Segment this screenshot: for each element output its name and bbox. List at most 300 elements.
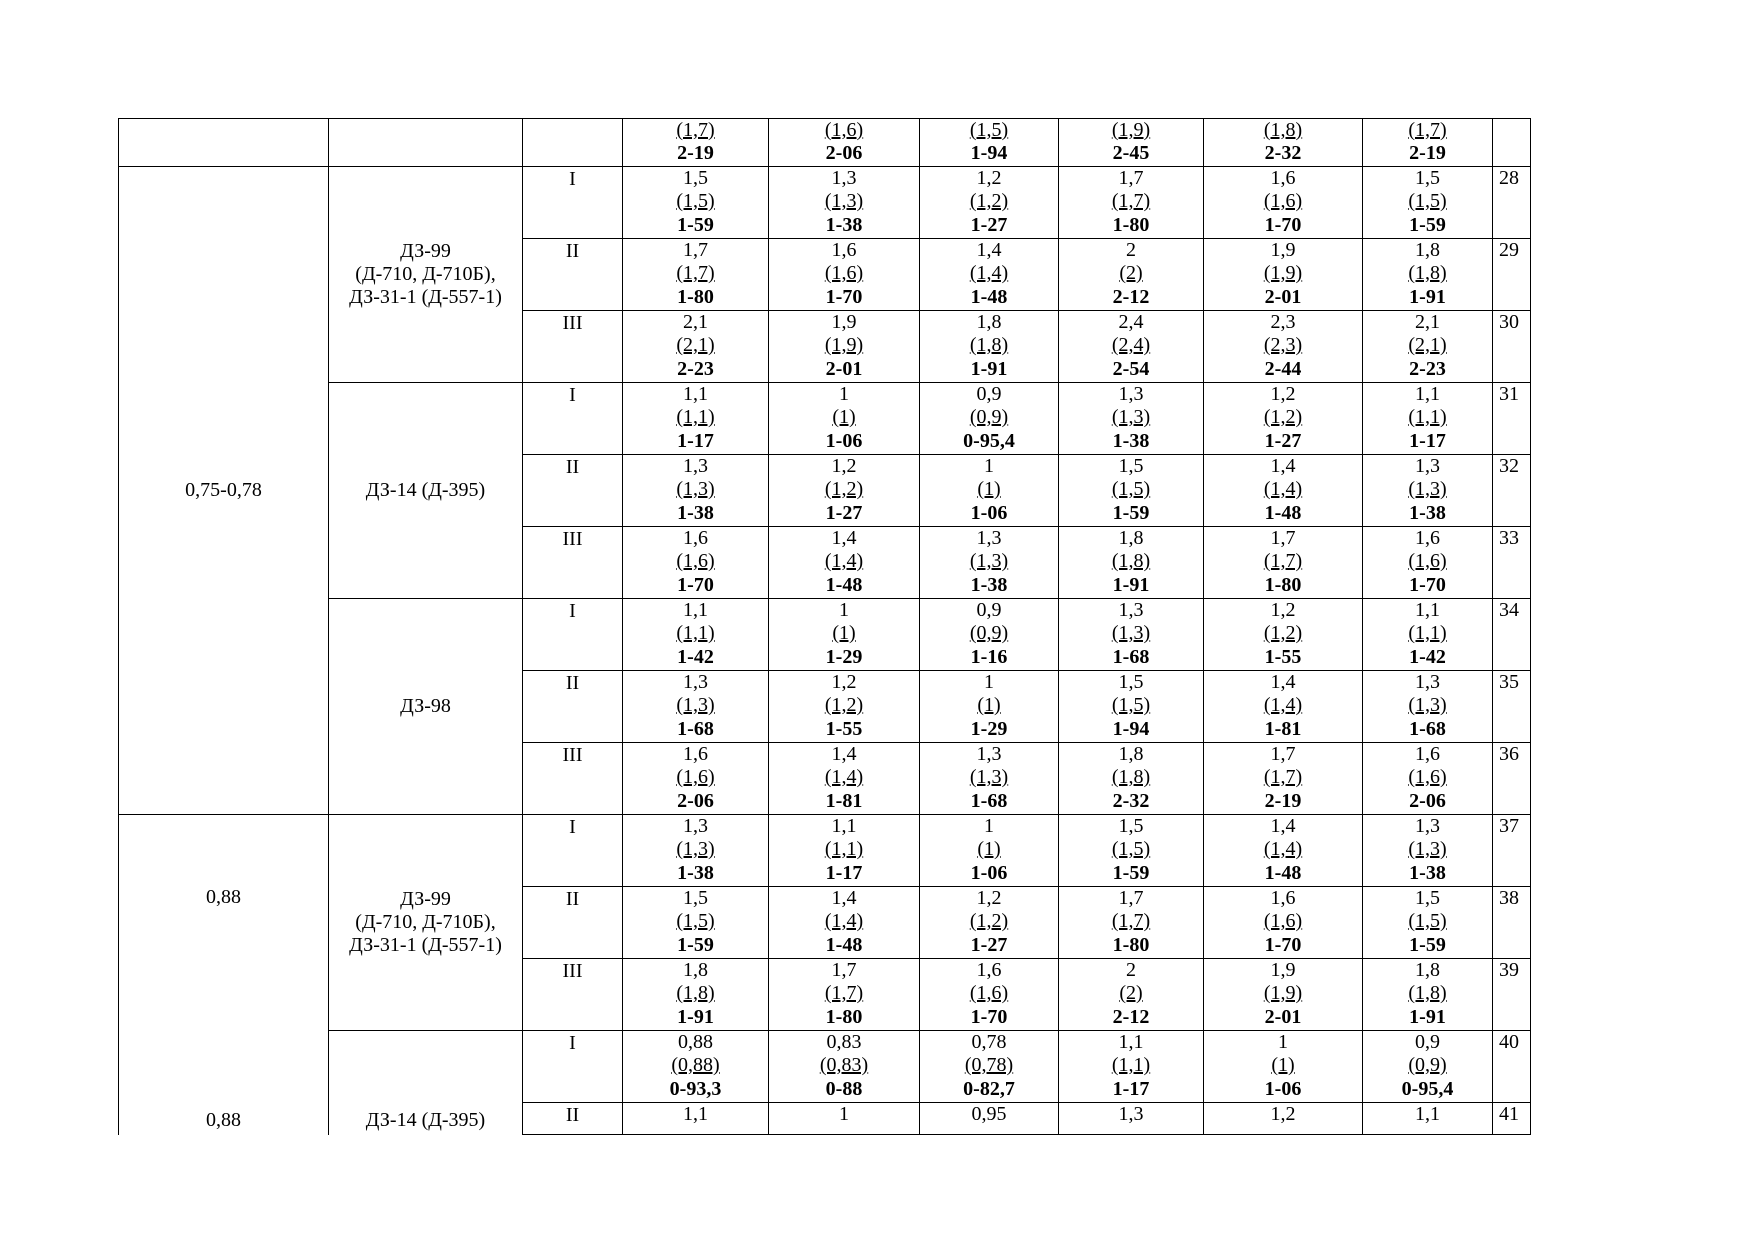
value-bracketed: (2,3) xyxy=(1263,334,1303,357)
value-price: 1-42 xyxy=(1409,645,1446,668)
value-price: 1-38 xyxy=(677,501,714,524)
value-price: 1-17 xyxy=(1409,429,1446,452)
value-price: 1-80 xyxy=(825,1005,863,1028)
value-price: 1-55 xyxy=(1264,645,1302,668)
value-bracketed: (1) xyxy=(977,694,1001,717)
value-cell xyxy=(1204,239,1363,311)
device-cell xyxy=(329,1031,523,1135)
value-main: 1,9 xyxy=(1270,959,1296,981)
value-cell xyxy=(623,887,769,959)
value-main: 1,2 xyxy=(831,455,857,477)
value-cell xyxy=(1363,527,1493,599)
value-bracketed: (0,88) xyxy=(671,1054,720,1077)
value-bracketed: (1,5) xyxy=(1408,190,1447,213)
value-cell xyxy=(1059,239,1204,311)
table-row xyxy=(119,1031,1531,1103)
value-main: 0,9 xyxy=(976,599,1002,621)
value-price: 1-48 xyxy=(1264,861,1302,884)
value-price: 1-16 xyxy=(970,645,1008,668)
value-cell xyxy=(1363,239,1493,311)
value-bracketed: (1,3) xyxy=(676,694,715,717)
value-cell xyxy=(1204,815,1363,887)
value-cell xyxy=(1204,383,1363,455)
value-bracketed: (2,1) xyxy=(676,334,715,357)
value-cell xyxy=(1059,959,1204,1031)
value-cell xyxy=(920,959,1059,1031)
value-bracketed: (1,8) xyxy=(1111,550,1151,573)
value-bracketed: (1,7) xyxy=(676,119,715,141)
table-row xyxy=(119,167,1531,239)
value-price: 1-17 xyxy=(1112,1077,1150,1100)
value-bracketed: (1,1) xyxy=(1408,406,1447,429)
value-cell xyxy=(1059,743,1204,815)
value-bracketed: (1) xyxy=(1271,1054,1295,1077)
value-main: 1,4 xyxy=(976,239,1002,261)
row-number: 31 xyxy=(1493,383,1531,455)
value-main: 1,6 xyxy=(976,959,1002,981)
value-main: 1,9 xyxy=(1270,239,1296,261)
value-cell xyxy=(769,167,920,239)
value-price: 1-70 xyxy=(970,1005,1008,1028)
value-price: 1-38 xyxy=(1409,861,1446,884)
value-cell xyxy=(1204,119,1363,167)
value-cell xyxy=(769,743,920,815)
value-bracketed: (1,4) xyxy=(824,550,864,573)
value-price: 2-45 xyxy=(1112,142,1150,165)
value-bracketed: (1,6) xyxy=(1263,190,1303,213)
value-bracketed: (1,9) xyxy=(824,334,864,357)
value-price: 1-80 xyxy=(677,285,714,308)
row-number: 37 xyxy=(1493,815,1531,887)
value-cell xyxy=(920,119,1059,167)
value-bracketed: (1,2) xyxy=(824,478,864,501)
value-price: 1-91 xyxy=(1112,573,1150,596)
density-label-repeat: 0,88 xyxy=(206,1109,241,1132)
value-cell xyxy=(920,311,1059,383)
row-number: 39 xyxy=(1493,959,1531,1031)
value-price: 2-06 xyxy=(1409,789,1446,812)
value-price: 1-70 xyxy=(825,285,863,308)
value-price: 1-68 xyxy=(1112,645,1150,668)
value-bracketed: (1,5) xyxy=(1111,478,1151,501)
value-cell xyxy=(1059,455,1204,527)
value-main: 1,5 xyxy=(1118,671,1144,693)
value-main: 1,8 xyxy=(1415,959,1440,981)
value-main: 1,1 xyxy=(683,1103,708,1125)
value-bracketed: (1,6) xyxy=(676,766,715,789)
value-main: 1,6 xyxy=(1415,527,1440,549)
row-number: 40 xyxy=(1493,1031,1531,1103)
value-main: 1,3 xyxy=(1118,1103,1144,1125)
value-cell xyxy=(920,239,1059,311)
value-cell xyxy=(920,1031,1059,1103)
value-cell xyxy=(1363,743,1493,815)
value-bracketed: (1) xyxy=(832,622,856,645)
value-cell xyxy=(623,455,769,527)
value-price: 0-82,7 xyxy=(963,1077,1015,1100)
value-main: 1,1 xyxy=(1118,1031,1144,1053)
value-bracketed: (2,1) xyxy=(1408,334,1447,357)
value-cell xyxy=(1204,743,1363,815)
value-bracketed: (1,8) xyxy=(969,334,1009,357)
value-main: 1,4 xyxy=(831,887,857,909)
value-bracketed: (0,83) xyxy=(819,1054,869,1077)
value-price: 1-94 xyxy=(1112,717,1150,740)
value-main: 1,7 xyxy=(1270,743,1296,765)
value-bracketed: (1,1) xyxy=(676,622,715,645)
value-bracketed: (1,1) xyxy=(1111,1054,1151,1077)
value-main: 1,3 xyxy=(1415,455,1440,477)
value-bracketed: (1,3) xyxy=(1111,622,1151,645)
value-cell xyxy=(1059,167,1204,239)
value-main: 0,83 xyxy=(826,1031,862,1053)
row-number: 28 xyxy=(1493,167,1531,239)
value-main: 2,1 xyxy=(1415,311,1440,333)
device-cell xyxy=(329,383,523,599)
value-cell xyxy=(769,311,920,383)
value-main: 1,5 xyxy=(1118,455,1144,477)
value-cell xyxy=(623,239,769,311)
value-bracketed: (1,5) xyxy=(676,910,715,933)
value-main: 1 xyxy=(984,671,994,693)
value-cell xyxy=(920,383,1059,455)
value-price: 1-55 xyxy=(825,717,863,740)
value-bracketed: (1,4) xyxy=(1263,694,1303,717)
value-main: 1,5 xyxy=(1415,167,1440,189)
value-bracketed: (1,2) xyxy=(969,190,1009,213)
value-main: 1,6 xyxy=(831,239,857,261)
value-price: 1-59 xyxy=(677,933,714,956)
value-main: 1,7 xyxy=(1118,167,1144,189)
value-bracketed: (1,1) xyxy=(824,838,864,861)
value-cell xyxy=(623,815,769,887)
value-main: 1,3 xyxy=(683,815,708,837)
row-number: 29 xyxy=(1493,239,1531,311)
value-price: 2-01 xyxy=(1264,1005,1302,1028)
value-main: 1,5 xyxy=(683,167,708,189)
value-cell xyxy=(920,455,1059,527)
value-price: 1-91 xyxy=(1409,1005,1446,1028)
value-main: 1,6 xyxy=(1270,167,1296,189)
value-price: 1-91 xyxy=(677,1005,714,1028)
value-bracketed: (1,4) xyxy=(1263,478,1303,501)
value-main: 1,3 xyxy=(1118,599,1144,621)
device-name-line: ДЗ-31-1 (Д-557-1) xyxy=(349,286,502,309)
value-bracketed: (1,8) xyxy=(1408,262,1447,285)
value-main: 1,8 xyxy=(1118,743,1144,765)
value-cell xyxy=(1363,167,1493,239)
value-cell xyxy=(1059,383,1204,455)
value-cell xyxy=(1059,311,1204,383)
density-cell xyxy=(119,815,329,1135)
value-bracketed: (1,2) xyxy=(824,694,864,717)
value-price: 0-95,4 xyxy=(1401,1077,1454,1100)
table-row-continuation xyxy=(119,119,1531,167)
value-price: 1-48 xyxy=(825,573,863,596)
value-main: 1,7 xyxy=(683,239,708,261)
class-cell: III xyxy=(523,527,623,599)
value-price: 1-27 xyxy=(970,933,1008,956)
value-bracketed: (1,5) xyxy=(969,119,1009,141)
density-label: 0,88 xyxy=(206,886,241,908)
value-bracketed: (1,7) xyxy=(1408,119,1447,141)
value-cell xyxy=(1059,527,1204,599)
device-cell xyxy=(329,599,523,815)
value-main: 1,3 xyxy=(1415,815,1440,837)
value-main: 1,4 xyxy=(1270,455,1296,477)
value-bracketed: (1,7) xyxy=(1263,766,1303,789)
value-bracketed: (1,3) xyxy=(969,550,1009,573)
value-main: 1,8 xyxy=(1118,527,1144,549)
device-name-line: ДЗ-99 xyxy=(400,239,451,262)
value-cell xyxy=(769,599,920,671)
value-cell xyxy=(769,1103,920,1135)
value-price: 1-80 xyxy=(1112,933,1150,956)
value-price: 1-38 xyxy=(677,861,714,884)
row-number: 34 xyxy=(1493,599,1531,671)
value-cell xyxy=(623,527,769,599)
value-cell xyxy=(1059,1031,1204,1103)
value-cell xyxy=(1363,311,1493,383)
value-cell xyxy=(623,311,769,383)
value-bracketed: (1,2) xyxy=(1263,622,1303,645)
value-bracketed: (2) xyxy=(1119,982,1143,1005)
value-bracketed: (1,1) xyxy=(676,406,715,429)
value-price: 1-27 xyxy=(1264,429,1302,452)
value-cell xyxy=(1363,455,1493,527)
value-price: 2-06 xyxy=(825,142,863,165)
value-cell xyxy=(1363,815,1493,887)
value-price: 1-68 xyxy=(1409,717,1446,740)
value-main: 0,78 xyxy=(971,1031,1007,1053)
value-cell xyxy=(1059,671,1204,743)
value-bracketed: (0,9) xyxy=(969,622,1009,645)
value-price: 1-29 xyxy=(970,717,1008,740)
value-main: 1,6 xyxy=(1270,887,1296,909)
value-cell xyxy=(1204,1031,1363,1103)
value-price: 2-19 xyxy=(1264,789,1302,812)
value-price: 1-80 xyxy=(1264,573,1302,596)
value-main: 1,5 xyxy=(1415,887,1440,909)
value-price: 1-42 xyxy=(677,645,714,668)
value-main: 2,1 xyxy=(683,311,708,333)
value-cell xyxy=(769,119,920,167)
value-main: 1 xyxy=(839,1103,849,1125)
value-cell xyxy=(1059,599,1204,671)
value-bracketed: (1,4) xyxy=(1263,838,1303,861)
value-main: 2 xyxy=(1126,239,1136,261)
value-bracketed: (1) xyxy=(832,406,856,429)
value-main: 1 xyxy=(839,383,849,405)
value-cell xyxy=(920,815,1059,887)
value-bracketed: (1,3) xyxy=(1408,838,1447,861)
device-cell xyxy=(329,815,523,1031)
value-price: 2-44 xyxy=(1264,357,1302,380)
row-number-empty xyxy=(1493,119,1531,167)
value-bracketed: (1,6) xyxy=(824,119,864,141)
value-price: 2-06 xyxy=(677,789,714,812)
value-price: 1-68 xyxy=(970,789,1008,812)
value-cell xyxy=(623,959,769,1031)
value-bracketed: (1,9) xyxy=(1263,982,1303,1005)
class-cell: I xyxy=(523,167,623,239)
value-cell xyxy=(769,959,920,1031)
value-main: 1,3 xyxy=(1415,671,1440,693)
value-main: 1,2 xyxy=(976,887,1002,909)
class-cell: I xyxy=(523,599,623,671)
value-bracketed: (1,5) xyxy=(1408,910,1447,933)
value-cell xyxy=(623,383,769,455)
value-bracketed: (1,7) xyxy=(1111,910,1151,933)
value-bracketed: (2) xyxy=(1119,262,1143,285)
value-main: 2 xyxy=(1126,959,1136,981)
value-bracketed: (2,4) xyxy=(1111,334,1151,357)
row-number: 41 xyxy=(1493,1103,1531,1135)
value-price: 1-59 xyxy=(1409,933,1446,956)
value-cell xyxy=(1204,887,1363,959)
value-cell xyxy=(1204,527,1363,599)
value-main: 1,8 xyxy=(683,959,708,981)
value-main: 1,7 xyxy=(1118,887,1144,909)
table-row xyxy=(119,383,1531,455)
value-main: 1,5 xyxy=(683,887,708,909)
value-bracketed: (1,6) xyxy=(1408,766,1447,789)
class-cell-empty xyxy=(523,119,623,167)
value-bracketed: (1,5) xyxy=(676,190,715,213)
density-cell-empty xyxy=(119,119,329,167)
value-main: 1,6 xyxy=(683,527,708,549)
value-bracketed: (1,8) xyxy=(1111,766,1151,789)
value-bracketed: (1,4) xyxy=(824,910,864,933)
value-price: 1-48 xyxy=(970,285,1008,308)
value-price: 1-94 xyxy=(970,142,1008,165)
value-price: 1-27 xyxy=(825,501,863,524)
value-main: 1,4 xyxy=(831,527,857,549)
value-main: 2,4 xyxy=(1118,311,1144,333)
value-cell xyxy=(623,119,769,167)
value-cell xyxy=(1363,599,1493,671)
value-price: 1-81 xyxy=(825,789,863,812)
value-bracketed: (1,7) xyxy=(1263,550,1303,573)
value-main: 1,1 xyxy=(1415,383,1440,405)
value-cell xyxy=(1204,311,1363,383)
value-cell xyxy=(769,815,920,887)
value-price: 1-70 xyxy=(1264,213,1302,236)
value-price: 1-29 xyxy=(825,645,863,668)
value-bracketed: (1,9) xyxy=(1111,119,1151,141)
value-price: 1-70 xyxy=(1264,933,1302,956)
value-price: 1-06 xyxy=(970,501,1008,524)
value-main: 1,8 xyxy=(976,311,1002,333)
value-main: 0,9 xyxy=(1415,1031,1440,1053)
value-price: 1-81 xyxy=(1264,717,1302,740)
value-price: 1-38 xyxy=(1112,429,1150,452)
class-cell: III xyxy=(523,959,623,1031)
value-cell xyxy=(920,167,1059,239)
value-cell xyxy=(920,527,1059,599)
value-bracketed: (1,3) xyxy=(1408,478,1447,501)
value-price: 2-23 xyxy=(1409,357,1446,380)
value-main: 1,4 xyxy=(1270,815,1296,837)
device-name-line: ДЗ-98 xyxy=(400,694,451,717)
value-price: 2-19 xyxy=(1409,142,1446,165)
value-main: 1,2 xyxy=(831,671,857,693)
value-price: 1-38 xyxy=(1409,501,1446,524)
value-cell xyxy=(1059,1103,1204,1135)
value-cell xyxy=(623,671,769,743)
device-name-line: ДЗ-14 (Д-395) xyxy=(365,478,486,501)
value-main: 2,3 xyxy=(1270,311,1296,333)
value-price: 1-17 xyxy=(825,861,863,884)
value-main: 1 xyxy=(839,599,849,621)
value-main: 1,4 xyxy=(1270,671,1296,693)
value-price: 2-01 xyxy=(825,357,863,380)
value-cell xyxy=(623,1031,769,1103)
value-price: 2-54 xyxy=(1112,357,1150,380)
value-main: 1 xyxy=(984,455,994,477)
value-bracketed: (1,8) xyxy=(676,982,715,1005)
value-price: 1-27 xyxy=(970,213,1008,236)
row-number: 35 xyxy=(1493,671,1531,743)
value-price: 1-59 xyxy=(677,213,714,236)
value-bracketed: (1,4) xyxy=(969,262,1009,285)
value-price: 2-23 xyxy=(677,357,714,380)
value-cell xyxy=(1363,671,1493,743)
value-main: 1,3 xyxy=(831,167,857,189)
value-main: 1,9 xyxy=(831,311,857,333)
value-cell xyxy=(920,887,1059,959)
value-main: 1,8 xyxy=(1415,239,1440,261)
value-main: 1,3 xyxy=(683,455,708,477)
value-cell xyxy=(1363,1103,1493,1135)
value-cell xyxy=(1204,599,1363,671)
value-price: 1-06 xyxy=(1264,1077,1302,1100)
value-main: 1,6 xyxy=(683,743,708,765)
value-bracketed: (1,8) xyxy=(1408,982,1447,1005)
value-cell xyxy=(1363,1031,1493,1103)
value-price: 1-68 xyxy=(677,717,714,740)
value-main: 1,7 xyxy=(1270,527,1296,549)
value-price: 1-80 xyxy=(1112,213,1150,236)
value-price: 1-59 xyxy=(1112,501,1150,524)
row-number: 36 xyxy=(1493,743,1531,815)
value-cell xyxy=(1204,1103,1363,1135)
class-cell: II xyxy=(523,887,623,959)
value-main: 1,2 xyxy=(1270,1103,1296,1125)
value-bracketed: (1) xyxy=(977,478,1001,501)
value-price: 1-48 xyxy=(825,933,863,956)
value-cell xyxy=(769,671,920,743)
value-price: 1-91 xyxy=(1409,285,1446,308)
value-bracketed: (1,6) xyxy=(1263,910,1303,933)
value-main: 1,3 xyxy=(976,527,1002,549)
value-main: 1,2 xyxy=(1270,383,1296,405)
value-cell xyxy=(623,599,769,671)
class-cell: II xyxy=(523,671,623,743)
value-main: 1,7 xyxy=(831,959,857,981)
class-cell: I xyxy=(523,383,623,455)
value-cell xyxy=(920,599,1059,671)
value-main: 1,1 xyxy=(1415,599,1440,621)
value-bracketed: (1,6) xyxy=(824,262,864,285)
value-main: 1,3 xyxy=(976,743,1002,765)
device-name-line: (Д-710, Д-710Б), xyxy=(355,910,496,933)
value-price: 1-70 xyxy=(677,573,714,596)
value-cell xyxy=(1363,959,1493,1031)
density-label: 0,75-0,78 xyxy=(185,478,262,501)
value-main: 1,6 xyxy=(1415,743,1440,765)
value-cell xyxy=(1363,383,1493,455)
